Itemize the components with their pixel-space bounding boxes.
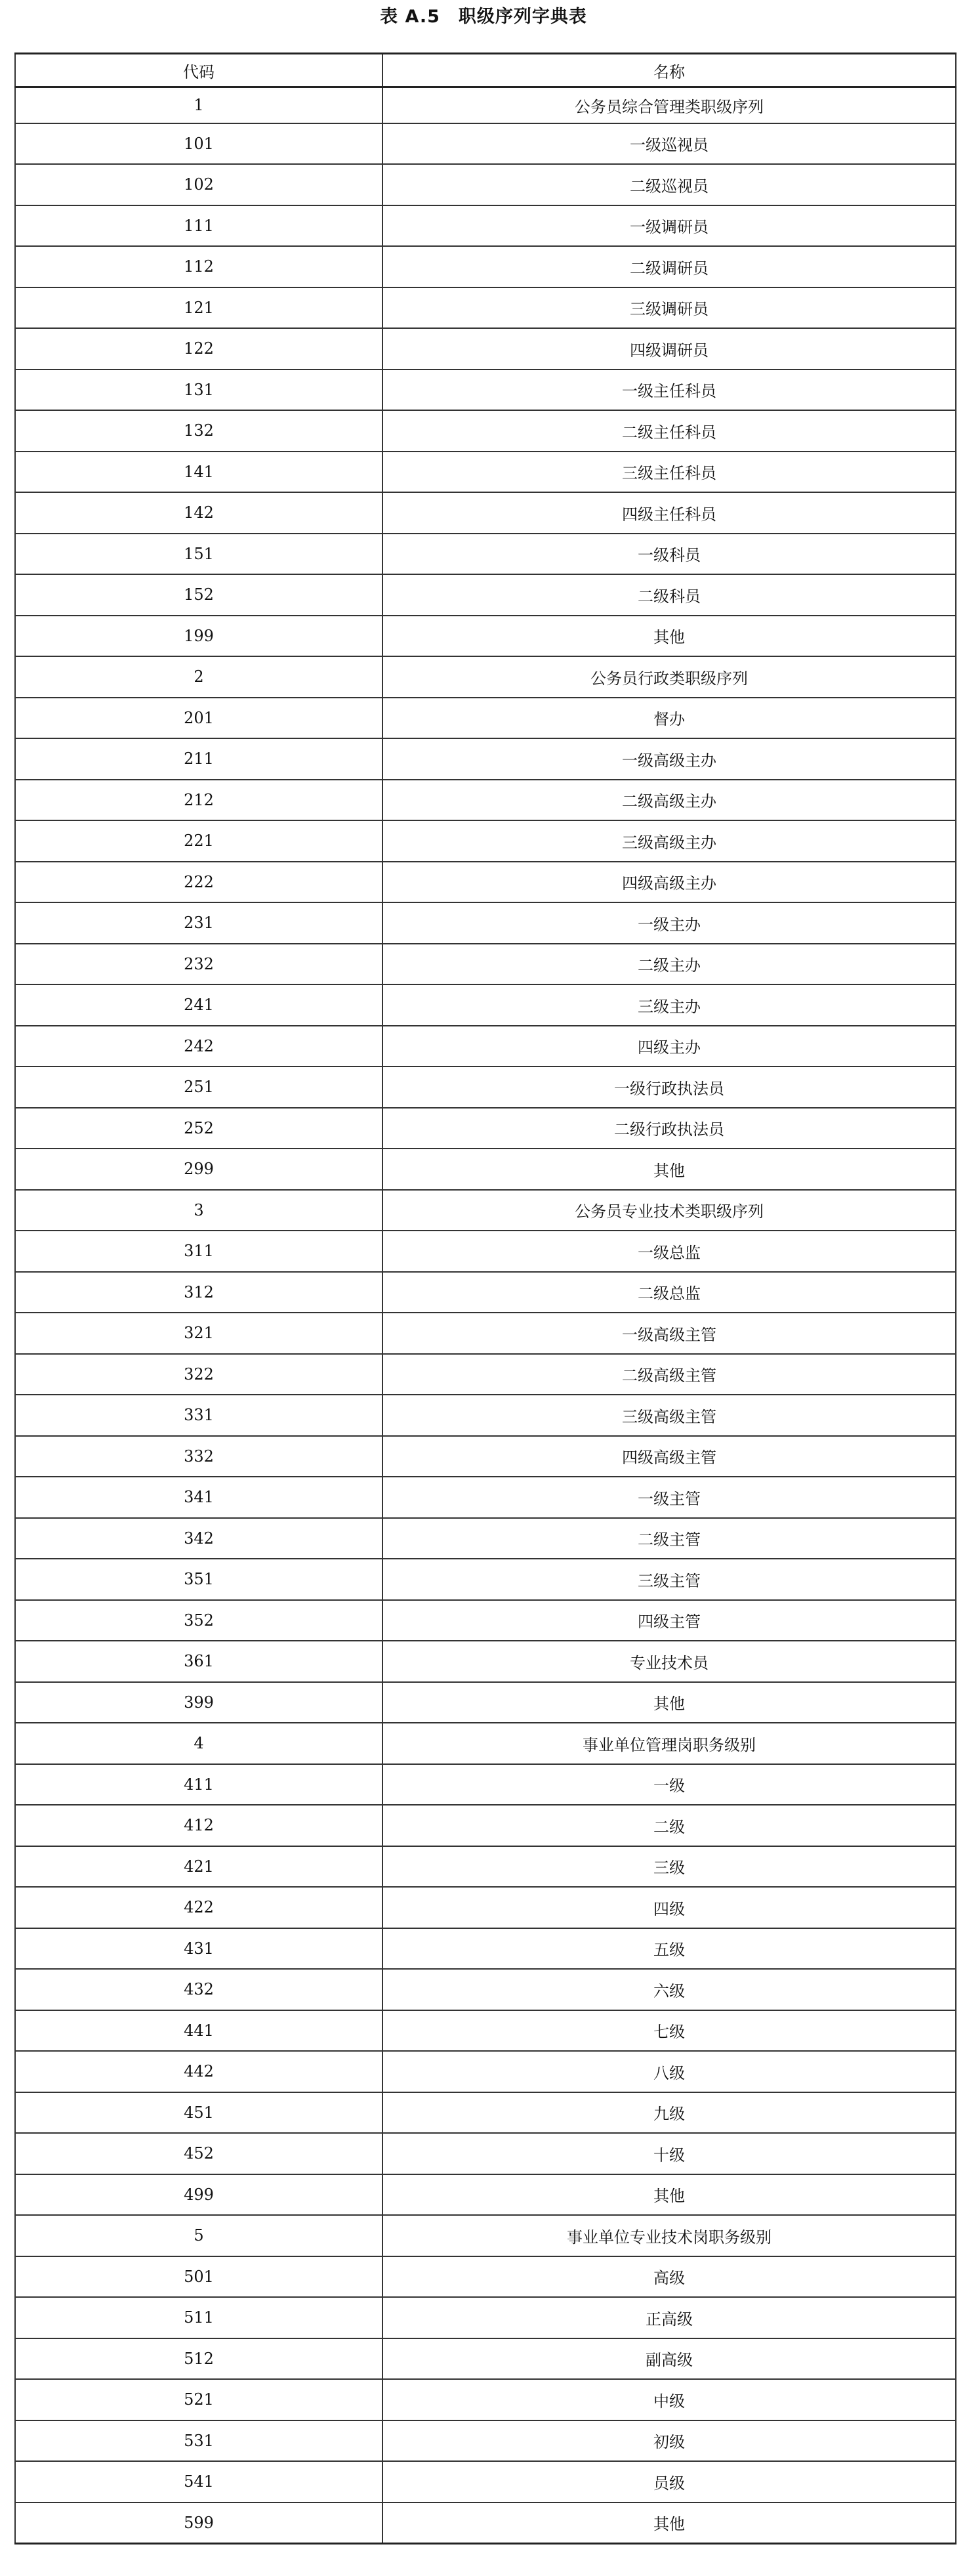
cell-name: 其他: [382, 1682, 956, 1723]
cell-code: 121: [15, 287, 382, 329]
cell-code: 361: [15, 1641, 382, 1682]
cell-name: 事业单位专业技术岗职务级别: [382, 2215, 956, 2256]
cell-code: 412: [15, 1805, 382, 1846]
cell-name: 三级高级主办: [382, 820, 956, 862]
table-row: [15, 1928, 956, 1970]
cell-name: 公务员综合管理类职级序列: [382, 87, 956, 123]
cell-code: 111: [15, 205, 382, 247]
cell-code: 3: [15, 1190, 382, 1231]
cell-name: 二级巡视员: [382, 164, 956, 205]
cell-name: 四级主管: [382, 1600, 956, 1641]
cell-code: 141: [15, 452, 382, 493]
cell-code: 432: [15, 1969, 382, 2010]
cell-name: 三级高级主管: [382, 1395, 956, 1436]
cell-code: 331: [15, 1395, 382, 1436]
table-row: [15, 616, 956, 657]
table-row: [15, 944, 956, 985]
cell-name: 八级: [382, 2051, 956, 2092]
table-row: [15, 1108, 956, 1149]
cell-code: 399: [15, 1682, 382, 1723]
cell-name: 三级调研员: [382, 287, 956, 329]
cell-name: 二级: [382, 1805, 956, 1846]
table-row: [15, 1149, 956, 1190]
cell-code: 411: [15, 1764, 382, 1805]
table-row: [15, 1190, 956, 1231]
cell-code: 1: [15, 87, 382, 123]
cell-code: 322: [15, 1354, 382, 1395]
cell-code: 122: [15, 328, 382, 370]
header-code: 代码: [15, 54, 382, 87]
table-row: [15, 205, 956, 247]
table-row: [15, 1682, 956, 1723]
cell-name: 三级: [382, 1846, 956, 1888]
cell-code: 541: [15, 2461, 382, 2502]
cell-code: 431: [15, 1928, 382, 1970]
table-row: [15, 656, 956, 698]
cell-name: 专业技术员: [382, 1641, 956, 1682]
cell-name: 四级调研员: [382, 328, 956, 370]
table-row: [15, 2051, 956, 2092]
cell-code: 151: [15, 534, 382, 575]
cell-name: 其他: [382, 1149, 956, 1190]
cell-code: 312: [15, 1272, 382, 1313]
cell-code: 231: [15, 902, 382, 944]
cell-name: 四级高级主管: [382, 1436, 956, 1477]
table-row: [15, 698, 956, 739]
cell-code: 451: [15, 2092, 382, 2134]
cell-name: 督办: [382, 698, 956, 739]
cell-code: 442: [15, 2051, 382, 2092]
cell-name: 一级: [382, 1764, 956, 1805]
table-row: [15, 2092, 956, 2134]
cell-name: 二级行政执法员: [382, 1108, 956, 1149]
table-row: [15, 1641, 956, 1682]
table-row: [15, 452, 956, 493]
cell-name: 三级主任科员: [382, 452, 956, 493]
cell-name: 二级主任科员: [382, 410, 956, 452]
cell-code: 241: [15, 984, 382, 1026]
cell-name: 二级主管: [382, 1518, 956, 1559]
cell-code: 221: [15, 820, 382, 862]
cell-code: 242: [15, 1026, 382, 1067]
table-row: [15, 780, 956, 821]
table-row: [15, 534, 956, 575]
cell-name: 四级主任科员: [382, 492, 956, 534]
cell-code: 131: [15, 370, 382, 411]
table-row: [15, 1313, 956, 1354]
cell-code: 4: [15, 1723, 382, 1764]
cell-code: 201: [15, 698, 382, 739]
cell-name: 二级调研员: [382, 246, 956, 287]
cell-name: 其他: [382, 2174, 956, 2216]
table-row: [15, 1969, 956, 2010]
table-row: [15, 1395, 956, 1436]
table-body: [15, 87, 956, 2544]
cell-code: 499: [15, 2174, 382, 2216]
cell-name: 二级总监: [382, 1272, 956, 1313]
cell-code: 599: [15, 2502, 382, 2544]
cell-name: 一级调研员: [382, 205, 956, 247]
cell-name: 五级: [382, 1928, 956, 1970]
cell-code: 521: [15, 2379, 382, 2420]
cell-code: 232: [15, 944, 382, 985]
table-row: [15, 1723, 956, 1764]
cell-name: 七级: [382, 2010, 956, 2052]
table-row: [15, 2502, 956, 2544]
table-row: [15, 2338, 956, 2380]
cell-code: 101: [15, 123, 382, 165]
cell-code: 441: [15, 2010, 382, 2052]
table-row: [15, 1477, 956, 1518]
table-row: [15, 2215, 956, 2256]
cell-name: 公务员行政类职级序列: [382, 656, 956, 698]
table-row: [15, 123, 956, 165]
cell-name: 一级主办: [382, 902, 956, 944]
table-row: [15, 984, 956, 1026]
cell-code: 421: [15, 1846, 382, 1888]
rank-dictionary-table: [14, 53, 957, 2544]
cell-name: 中级: [382, 2379, 956, 2420]
cell-code: 222: [15, 862, 382, 903]
cell-name: 二级高级主办: [382, 780, 956, 821]
cell-code: 5: [15, 2215, 382, 2256]
cell-code: 452: [15, 2133, 382, 2174]
table-row: [15, 2420, 956, 2462]
cell-code: 102: [15, 164, 382, 205]
table-row: [15, 1231, 956, 1272]
cell-code: 152: [15, 574, 382, 616]
table-row: [15, 328, 956, 370]
cell-code: 341: [15, 1477, 382, 1518]
table-row: [15, 1764, 956, 1805]
cell-name: 二级主办: [382, 944, 956, 985]
table-row: [15, 1559, 956, 1600]
cell-name: 一级科员: [382, 534, 956, 575]
table-row: [15, 370, 956, 411]
cell-code: 212: [15, 780, 382, 821]
table-row: [15, 574, 956, 616]
table-row: [15, 902, 956, 944]
cell-name: 六级: [382, 1969, 956, 2010]
cell-name: 四级主办: [382, 1026, 956, 1067]
cell-code: 132: [15, 410, 382, 452]
table-row: [15, 820, 956, 862]
cell-code: 112: [15, 246, 382, 287]
cell-name: 初级: [382, 2420, 956, 2462]
cell-code: 531: [15, 2420, 382, 2462]
table-row: [15, 1272, 956, 1313]
table-row: [15, 1805, 956, 1846]
table-row: [15, 2133, 956, 2174]
cell-name: 高级: [382, 2256, 956, 2298]
cell-code: 252: [15, 1108, 382, 1149]
table-row: [15, 87, 956, 123]
table-row: [15, 1066, 956, 1108]
cell-name: 二级高级主管: [382, 1354, 956, 1395]
cell-code: 342: [15, 1518, 382, 1559]
cell-code: 311: [15, 1231, 382, 1272]
cell-name: 正高级: [382, 2297, 956, 2338]
cell-name: 其他: [382, 616, 956, 657]
cell-code: 332: [15, 1436, 382, 1477]
table-row: [15, 738, 956, 780]
table-row: [15, 862, 956, 903]
cell-code: 2: [15, 656, 382, 698]
cell-name: 一级总监: [382, 1231, 956, 1272]
cell-name: 其他: [382, 2502, 956, 2544]
cell-name: 一级高级主管: [382, 1313, 956, 1354]
cell-code: 251: [15, 1066, 382, 1108]
table-row: [15, 2174, 956, 2216]
table-row: [15, 2297, 956, 2338]
cell-code: 211: [15, 738, 382, 780]
cell-name: 副高级: [382, 2338, 956, 2380]
table-row: [15, 1436, 956, 1477]
table-row: [15, 1846, 956, 1888]
cell-name: 二级科员: [382, 574, 956, 616]
cell-code: 512: [15, 2338, 382, 2380]
table-row: [15, 1354, 956, 1395]
cell-name: 三级主管: [382, 1559, 956, 1600]
table-row: [15, 2256, 956, 2298]
table-row: [15, 164, 956, 205]
table-header-row: [15, 54, 956, 87]
cell-name: 十级: [382, 2133, 956, 2174]
cell-code: 351: [15, 1559, 382, 1600]
cell-name: 一级主任科员: [382, 370, 956, 411]
table-row: [15, 1600, 956, 1641]
cell-name: 员级: [382, 2461, 956, 2502]
cell-code: 321: [15, 1313, 382, 1354]
cell-name: 一级主管: [382, 1477, 956, 1518]
table-row: [15, 2010, 956, 2052]
table-title: 表 A.5 职级序列字典表: [380, 7, 587, 27]
table-row: [15, 492, 956, 534]
cell-name: 四级: [382, 1887, 956, 1928]
cell-name: 公务员专业技术类职级序列: [382, 1190, 956, 1231]
table-row: [15, 1518, 956, 1559]
table-row: [15, 246, 956, 287]
table-row: [15, 287, 956, 329]
cell-name: 四级高级主办: [382, 862, 956, 903]
cell-code: 511: [15, 2297, 382, 2338]
cell-name: 一级高级主办: [382, 738, 956, 780]
table-row: [15, 2379, 956, 2420]
cell-code: 199: [15, 616, 382, 657]
cell-code: 422: [15, 1887, 382, 1928]
table-row: [15, 410, 956, 452]
cell-code: 142: [15, 492, 382, 534]
cell-code: 352: [15, 1600, 382, 1641]
header-name: 名称: [382, 54, 956, 87]
cell-name: 一级行政执法员: [382, 1066, 956, 1108]
cell-code: 501: [15, 2256, 382, 2298]
cell-code: 299: [15, 1149, 382, 1190]
cell-name: 一级巡视员: [382, 123, 956, 165]
table-row: [15, 2461, 956, 2502]
table-row: [15, 1026, 956, 1067]
cell-name: 九级: [382, 2092, 956, 2134]
table-row: [15, 1887, 956, 1928]
cell-name: 三级主办: [382, 984, 956, 1026]
cell-name: 事业单位管理岗职务级别: [382, 1723, 956, 1764]
